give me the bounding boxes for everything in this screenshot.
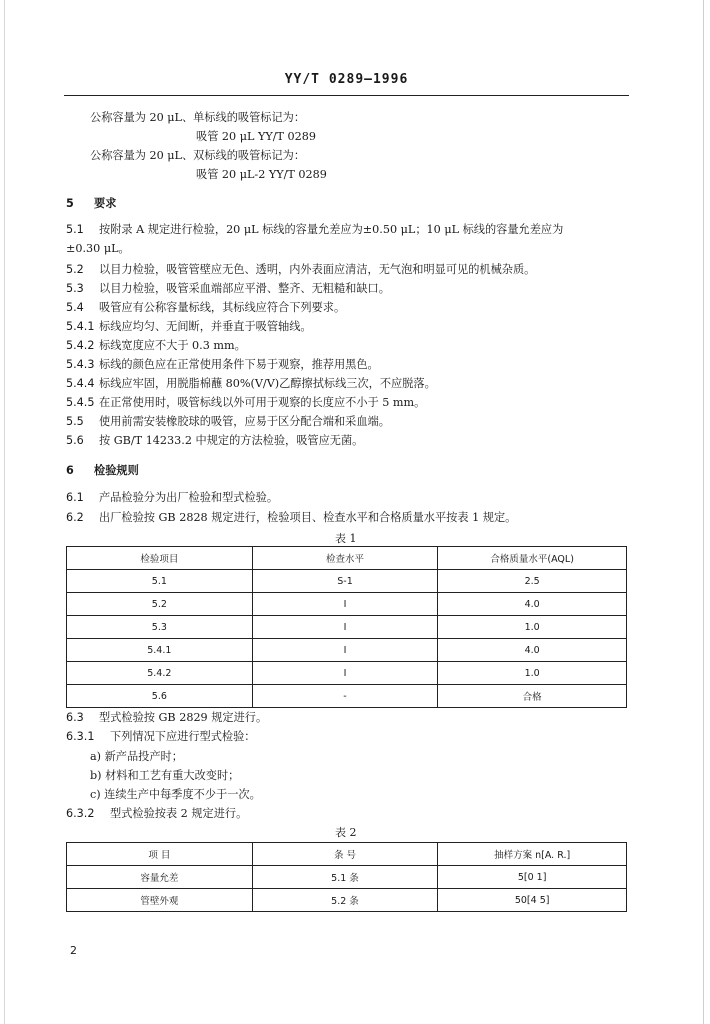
table-header-cell: 检查水平 [252, 547, 438, 570]
table-cell: 管壁外观 [67, 889, 253, 912]
clause-number: 5.4.5 [66, 396, 95, 409]
clause [66, 339, 246, 353]
clause [66, 301, 345, 315]
clause [66, 491, 278, 505]
table-2 [66, 842, 627, 912]
table-row [67, 662, 627, 685]
table-cell: 合格 [438, 685, 627, 708]
intro-mark-1: 吸管 20 μL YY/T 0289 [196, 130, 317, 143]
list-item: b) 材料和工艺有重大改变时； [90, 769, 240, 782]
clause-number: 5.4.3 [66, 358, 95, 371]
clause-text: 以目力检验，吸管管壁应无色、透明，内外表面应清洁，无气泡和明显可见的机械杂质。 [99, 263, 536, 276]
clause-text: 按附录 A 规定进行检验，20 μL 标线的容量允差应为±0.50 μL；10 μL 标线的容量允差应为 [99, 223, 564, 236]
clause-number: 5.4.1 [66, 320, 95, 333]
table-cell: 5.1 [67, 570, 253, 593]
clause-number: 6.3.2 [66, 807, 95, 820]
table-row [67, 685, 627, 708]
clause-text: ±0.30 μL。 [66, 242, 130, 255]
table-header-row [67, 547, 627, 570]
clause-number: 5.4 [66, 301, 84, 314]
clause-number: 6.2 [66, 511, 84, 524]
table-header-cell: 条 号 [252, 843, 438, 866]
clause [66, 711, 267, 725]
clause-text: 标线的颜色应在正常使用条件下易于观察，推荐用黑色。 [99, 358, 379, 371]
header-rule [64, 95, 629, 96]
table-header-cell: 检验项目 [67, 547, 253, 570]
table-cell: Ⅰ [252, 662, 438, 685]
clause-number: 5.6 [66, 434, 84, 447]
clause [66, 511, 516, 525]
table-row [67, 866, 627, 889]
section-6-heading [66, 463, 139, 478]
intro-mark-2: 吸管 20 μL-2 YY/T 0289 [196, 168, 327, 181]
table-1-caption: 表 1 [335, 532, 357, 545]
clause [66, 223, 563, 237]
table-cell: 1.0 [438, 616, 627, 639]
table-cell: 5.4.2 [67, 662, 253, 685]
clause [66, 282, 390, 296]
table-row [67, 616, 627, 639]
clause [66, 415, 390, 429]
clause-text: 标线宽度应不大于 0.3 mm。 [99, 339, 246, 352]
clause-text: 在正常使用时，吸管标线以外可用于观察的长度应不小于 5 mm。 [99, 396, 426, 409]
table-cell: 4.0 [438, 593, 627, 616]
clause [66, 358, 379, 372]
table-cell: Ⅰ [252, 593, 438, 616]
table-cell: 4.0 [438, 639, 627, 662]
page-scan-edge-left [4, 0, 5, 1024]
page-number: 2 [70, 944, 77, 957]
section-5-heading [66, 196, 116, 211]
clause-text: 出厂检验按 GB 2828 规定进行，检验项目、检查水平和合格质量水平按表 1 规定。 [99, 511, 517, 524]
page-header-standard-number: YY/T 0289—1996 [284, 72, 409, 87]
intro-line-2: 公称容量为 20 μL、双标线的吸管标记为： [90, 149, 306, 162]
list-item: c) 连续生产中每季度不少于一次。 [90, 788, 261, 801]
clause [66, 807, 247, 821]
table-cell: 容量允差 [67, 866, 253, 889]
table-header-row [67, 843, 627, 866]
clause-number: 5.4.2 [66, 339, 95, 352]
clause-text: 以目力检验，吸管采血端部应平滑、整齐、无粗糙和缺口。 [99, 282, 390, 295]
clause-text: 按 GB/T 14233.2 中规定的方法检验，吸管应无菌。 [99, 434, 364, 447]
clause-number: 5.2 [66, 263, 84, 276]
section-title: 要求 [94, 196, 117, 210]
intro-line-1: 公称容量为 20 μL、单标线的吸管标记为： [90, 111, 306, 124]
table-row [67, 593, 627, 616]
table-cell: Ⅰ [252, 616, 438, 639]
clause-text: 标线应均匀、无间断，并垂直于吸管轴线。 [99, 320, 312, 333]
clause-number: 6.3.1 [66, 730, 95, 743]
table-cell: 5.3 [67, 616, 253, 639]
table-header-cell: 抽样方案 n[A. R.] [438, 843, 627, 866]
clause-text: 标线应牢固，用脱脂棉蘸 80%(V/V)乙醇擦拭标线三次，不应脱落。 [99, 377, 436, 390]
clause-text: 型式检验按 GB 2829 规定进行。 [99, 711, 268, 724]
clause-text: 使用前需安装橡胶球的吸管，应易于区分配合端和采血端。 [99, 415, 390, 428]
clause [66, 730, 255, 744]
clause-text: 产品检验分为出厂检验和型式检验。 [99, 491, 279, 504]
page-scan-edge-right [703, 0, 704, 1024]
table-cell: 1.0 [438, 662, 627, 685]
list-item: a) 新产品投产时； [90, 750, 183, 763]
table-cell: 2.5 [438, 570, 627, 593]
table-cell: 5.6 [67, 685, 253, 708]
table-cell: 5.4.1 [67, 639, 253, 662]
table-cell: 5.2 条 [252, 889, 438, 912]
table-cell: Ⅰ [252, 639, 438, 662]
clause-number: 5.1 [66, 223, 84, 236]
clause-text: 下列情况下应进行型式检验： [110, 730, 256, 743]
table-1 [66, 546, 627, 708]
section-title: 检验规则 [94, 463, 139, 477]
section-number: 5 [66, 197, 74, 210]
clause [66, 263, 535, 277]
table-row [67, 570, 627, 593]
table-cell: 5.2 [67, 593, 253, 616]
table-cell: 5[0 1] [438, 866, 627, 889]
table-row [67, 889, 627, 912]
table-cell: 50[4 5] [438, 889, 627, 912]
clause-number: 6.1 [66, 491, 84, 504]
clause-number: 5.3 [66, 282, 84, 295]
table-cell: S-1 [252, 570, 438, 593]
section-number: 6 [66, 464, 74, 477]
clause [66, 377, 436, 391]
table-cell: - [252, 685, 438, 708]
clause-number: 5.4.4 [66, 377, 95, 390]
table-cell: 5.1 条 [252, 866, 438, 889]
table-header-cell: 合格质量水平(AQL) [438, 547, 627, 570]
clause [66, 320, 312, 334]
clause-text: 型式检验按表 2 规定进行。 [110, 807, 248, 820]
clause [66, 434, 363, 448]
table-header-cell: 项 目 [67, 843, 253, 866]
table-row [67, 639, 627, 662]
clause-number: 6.3 [66, 711, 84, 724]
table-2-caption: 表 2 [335, 826, 357, 839]
clause-number: 5.5 [66, 415, 84, 428]
clause-continuation [66, 242, 130, 256]
clause-text: 吸管应有公称容量标线，其标线应符合下列要求。 [99, 301, 346, 314]
clause [66, 396, 425, 410]
